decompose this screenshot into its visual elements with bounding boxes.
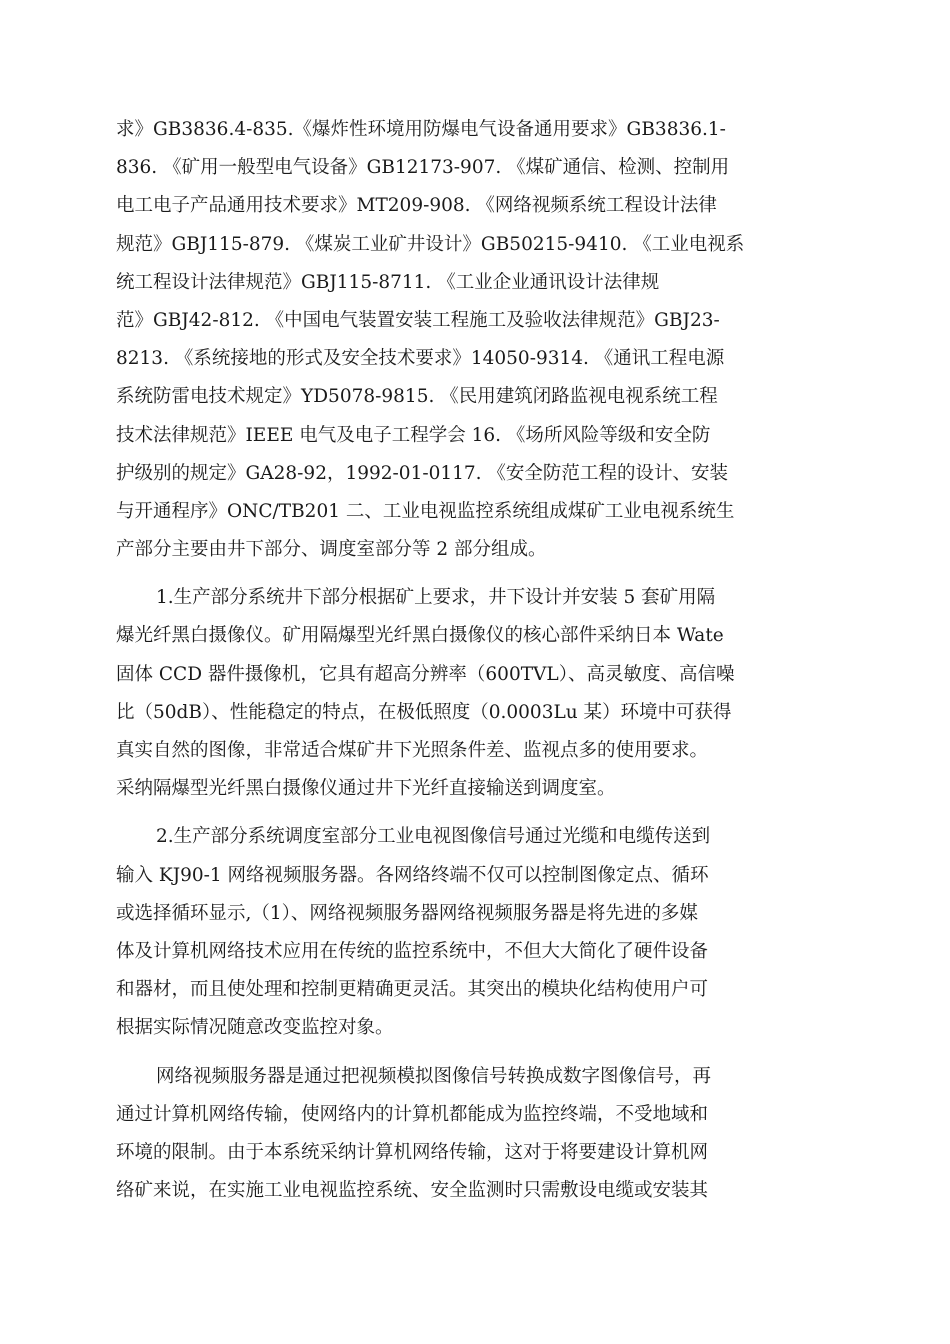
text-line: 836. 《矿用一般型电气设备》GB12173-907. 《煤矿通信、检测、控制用	[116, 157, 730, 179]
text-line: 真实自然的图像，非常适合煤矿井下光照条件差、监视点多的使用要求。	[116, 740, 709, 761]
text-line: 比（50dB）、性能稳定的特点，在极低照度（0.0003Lu 某）环境中可获得	[116, 701, 732, 723]
text-line: 通过计算机网络传输，使网络内的计算机都能成为监控终端，不受地域和	[116, 1103, 709, 1125]
text-line: 与开通程序》ONC/TB201 二、工业电视监控系统组成煤矿工业电视系统生	[116, 500, 735, 522]
text-line: 系统防雷电技术规定》YD5078-9815. 《民用建筑闭路监视电视系统工程	[116, 386, 718, 408]
text-line: 护级别的规定》GA28-92，1992-01-0117. 《安全防范工程的设计、安装	[116, 462, 728, 484]
text-line: 根据实际情况随意改变监控对象。	[116, 1017, 394, 1039]
text-line: 技术法律规范》IEEE 电气及电子工程学会 16. 《场所风险等级和安全防	[116, 424, 711, 446]
text-line: 固体 CCD 器件摄像机，它具有超高分辨率（600TVL）、高灵敏度、高信噪	[116, 663, 735, 685]
text-line: 规范》GBJ115-879. 《煤炭工业矿井设计》GB50215-9410. 《工业电视系	[116, 233, 745, 255]
paragraph-standards-list	[116, 111, 836, 569]
paragraph-dispatch-section	[116, 818, 836, 1047]
paragraph-video-server	[116, 1058, 836, 1211]
text-line: 和器材，而且使处理和控制更精确更灵活。其突出的模块化结构使用户可	[116, 979, 709, 1001]
text-line: 电工电子产品通用技术要求》MT209-908. 《网络视频系统工程设计法律	[116, 195, 717, 217]
paragraph-spacing	[116, 1048, 836, 1058]
paragraph-spacing	[116, 569, 836, 579]
text-line: 采纳隔爆型光纤黑白摄像仪通过井下光纤直接输送到调度室。	[116, 778, 616, 800]
text-line: 或选择循环显示,（1）、网络视频服务器网络视频服务器是将先进的多媒	[116, 902, 698, 924]
document-page	[116, 111, 836, 1210]
text-line: 产部分主要由井下部分、调度室部分等 2 部分组成。	[116, 539, 547, 561]
text-line: 环境的限制。由于本系统采纳计算机网络传输，这对于将要建设计算机网	[116, 1141, 709, 1163]
text-line: 络矿来说，在实施工业电视监控系统、安全监测时只需敷设电缆或安装其	[116, 1180, 709, 1202]
text-line: 求》GB3836.4-835.《爆炸性环境用防爆电气设备通用要求》GB3836.1-	[116, 119, 726, 140]
text-line: 1.生产部分系统井下部分根据矿上要求，井下设计并安装 5 套矿用隔	[156, 587, 716, 609]
text-line: 输入 KJ90-1 网络视频服务器。各网络终端不仅可以控制图像定点、循环	[116, 864, 709, 886]
text-line: 8213. 《系统接地的形式及安全技术要求》14050-9314. 《通讯工程电源	[116, 348, 725, 370]
text-line: 网络视频服务器是通过把视频模拟图像信号转换成数字图像信号，再	[156, 1065, 712, 1087]
paragraph-underground-section	[116, 579, 836, 808]
text-line: 统工程设计法律规范》GBJ115-8711. 《工业企业通讯设计法律规	[116, 271, 660, 293]
text-line: 范》GBJ42-812. 《中国电气装置安装工程施工及验收法律规范》GBJ23-	[116, 309, 720, 331]
paragraph-spacing	[116, 808, 836, 818]
text-line: 体及计算机网络技术应用在传统的监控系统中，不但大大简化了硬件设备	[116, 940, 709, 962]
text-line: 2.生产部分系统调度室部分工业电视图像信号通过光缆和电缆传送到	[156, 826, 711, 848]
text-line: 爆光纤黑白摄像仪。矿用隔爆型光纤黑白摄像仪的核心部件采纳日本 Wate	[116, 625, 724, 647]
